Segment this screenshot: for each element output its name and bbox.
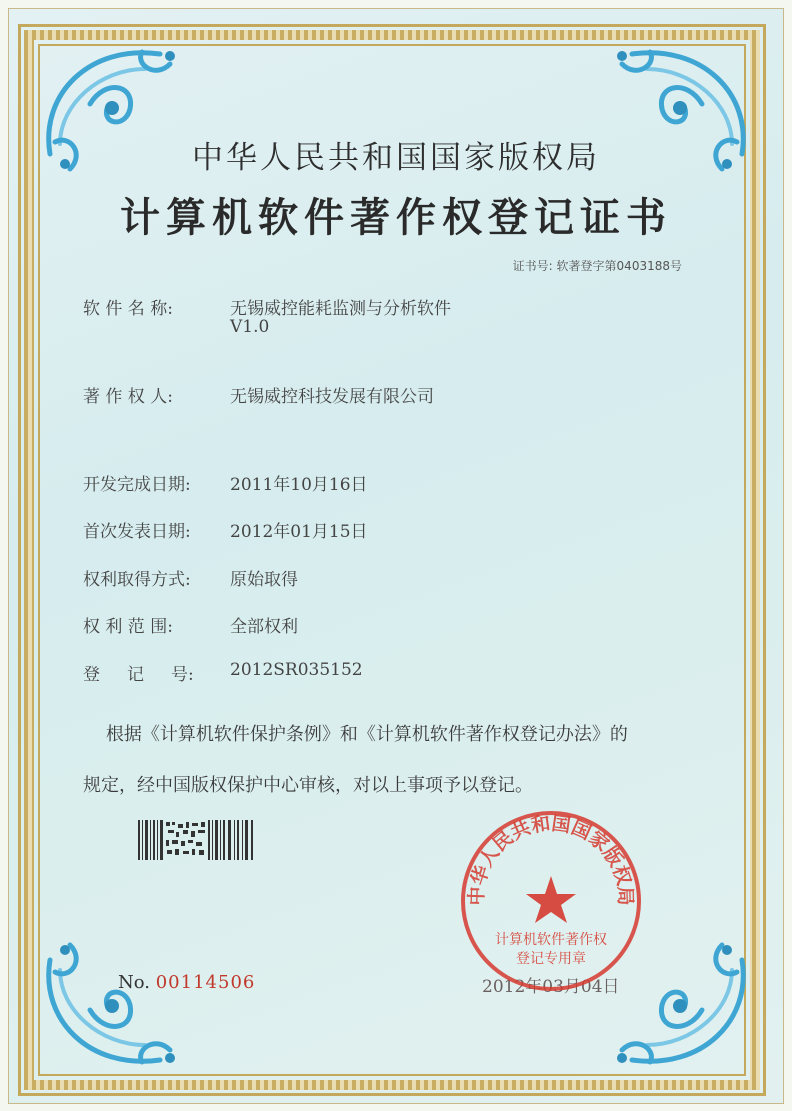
certificate-number <box>513 257 682 274</box>
field-acquire <box>83 565 298 590</box>
cert-no-value: 软著登字第0403188号 <box>556 259 682 273</box>
publish-date-label: 首次发表日期: <box>83 522 191 542</box>
issuer-title: 中华人民共和国国家版权局 <box>192 140 600 176</box>
software-version: V1.0 <box>230 317 270 337</box>
field-dev-date <box>83 470 368 495</box>
statement-line-1: 根据《计算机软件保护条例》和《计算机软件著作权登记办法》的 <box>83 724 628 745</box>
field-scope <box>83 612 298 637</box>
serial-value: 00114506 <box>155 972 256 993</box>
software-name-value: 无锡威控能耗监测与分析软件 <box>230 299 451 319</box>
dev-date-value: 2011年10月16日 <box>230 475 368 495</box>
corner-ornament-icon <box>30 930 190 1080</box>
dev-date-label: 开发完成日期: <box>83 475 191 495</box>
owner-value: 无锡威控科技发展有限公司 <box>230 387 434 407</box>
owner-label: 著 作 权 人: <box>83 387 173 407</box>
software-name-label: 软 件 名 称: <box>83 299 173 319</box>
seal-ring-text: 中华人民共和国国家版权局 <box>465 812 637 906</box>
publish-date-value: 2012年01月15日 <box>230 522 368 542</box>
serial-number <box>118 972 255 993</box>
field-publish-date <box>83 517 368 542</box>
acquire-value: 原始取得 <box>230 570 298 590</box>
barcode-icon <box>138 820 254 860</box>
official-seal-icon <box>458 808 644 994</box>
issue-date: 2012年03月04日 <box>482 977 620 997</box>
scope-label: 权 利 范 围: <box>83 617 173 637</box>
field-owner <box>83 382 434 407</box>
field-software-name <box>83 294 451 319</box>
cert-no-label: 证书号: <box>512 259 553 273</box>
scope-value: 全部权利 <box>230 617 298 637</box>
seal-center-line-2: 登记专用章 <box>516 951 586 967</box>
acquire-label: 权利取得方式: <box>83 570 191 590</box>
field-reg-no <box>83 660 363 685</box>
certificate-title: 计算机软件著作权登记证书 <box>120 194 672 241</box>
reg-no-value: 2012SR035152 <box>230 660 363 680</box>
seal-center-line-1: 计算机软件著作权 <box>495 932 607 948</box>
statement-line-2: 规定，经中国版权保护中心审核，对以上事项予以登记。 <box>83 775 533 796</box>
serial-label: No. <box>118 972 150 993</box>
reg-no-label: 登 记 号: <box>83 665 194 685</box>
